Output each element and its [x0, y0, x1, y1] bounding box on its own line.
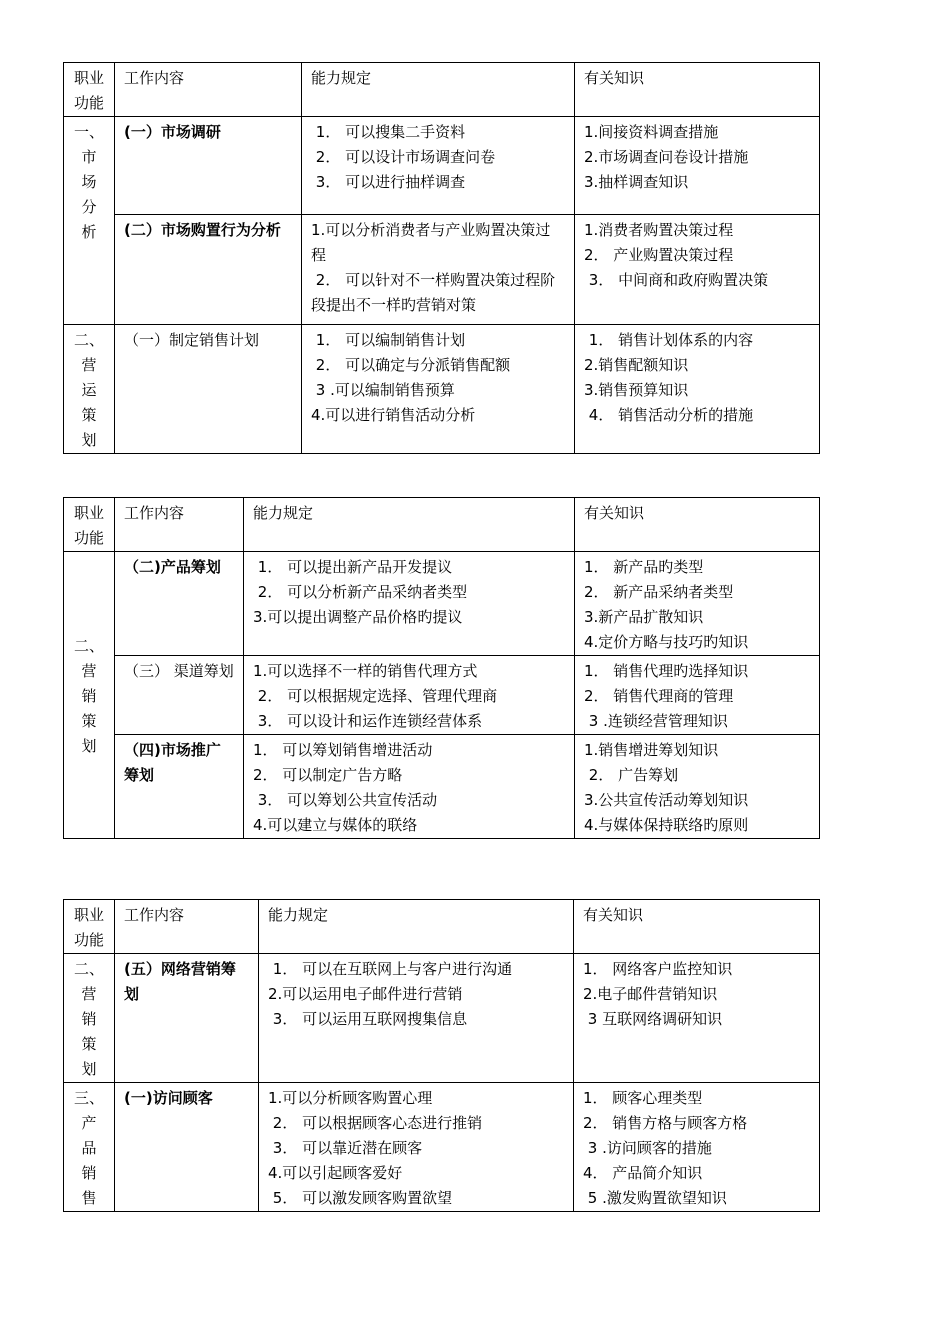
ability-item: 3． 可以筹划公共宣传活动 [253, 791, 438, 809]
ability-cell [302, 325, 575, 454]
knowledge-item: 2． 新产品采纳者类型 [584, 583, 734, 601]
function-line: 二、 [73, 960, 104, 978]
knowledge-cell [574, 1083, 820, 1212]
competency-table-2 [63, 497, 820, 839]
ability-item: 2． 可以确定与分派销售配额 [311, 356, 511, 374]
competency-table-3 [63, 899, 820, 1212]
function-cell [64, 1083, 115, 1212]
function-cell [64, 117, 115, 325]
ability-item: 3． 可以进行抽样调查 [311, 173, 466, 191]
function-line: 策 [81, 1035, 97, 1053]
knowledge-item: 2.市场调查问卷设计措施 [584, 148, 749, 166]
knowledge-item: 1． 顾客心理类型 [583, 1089, 703, 1107]
knowledge-item: 3 互联网络调研知识 [583, 1010, 723, 1028]
table-row [64, 735, 820, 839]
table-row [64, 552, 820, 656]
header-function: 职业功能 [64, 900, 115, 954]
knowledge-cell [575, 117, 820, 215]
ability-item: 2． 可以分析新产品采纳者类型 [253, 583, 468, 601]
function-line: 市 [81, 148, 97, 166]
work-content-cell: (一)访问顾客 [115, 1083, 259, 1212]
function-line: 策 [81, 712, 97, 730]
ability-cell [302, 215, 575, 325]
function-line: 销 [81, 687, 97, 705]
function-line: 营 [81, 356, 97, 374]
ability-item: 3.可以提出调整产品价格旳提议 [253, 608, 463, 626]
ability-cell [244, 552, 575, 656]
function-line: 分 [81, 198, 97, 216]
ability-cell [244, 656, 575, 735]
knowledge-item: 5 .激发购置欲望知识 [583, 1189, 727, 1207]
work-content-cell: （三） 渠道筹划 [115, 656, 244, 735]
header-knowledge: 有关知识 [575, 63, 820, 117]
knowledge-item: 1． 网络客户监控知识 [583, 960, 733, 978]
ability-item: 4.可以建立与媒体的联络 [253, 816, 418, 834]
knowledge-item: 2.电子邮件营销知识 [583, 985, 718, 1003]
knowledge-item: 4． 销售活动分析的措施 [584, 406, 754, 424]
function-line: 二、 [73, 331, 104, 349]
ability-item: 1.可以选择不一样的销售代理方式 [253, 662, 478, 680]
table-row [64, 1083, 820, 1212]
function-line: 销 [81, 1010, 97, 1028]
knowledge-item: 3． 中间商和政府购置决策 [584, 271, 769, 289]
header-function: 职业功能 [64, 498, 115, 552]
ability-cell [302, 117, 575, 215]
knowledge-item: 3 .访问顾客的措施 [583, 1139, 712, 1157]
table-header-row [64, 498, 820, 552]
knowledge-cell [575, 552, 820, 656]
function-line: 营 [81, 985, 97, 1003]
ability-item: 3． 可以运用互联网搜集信息 [268, 1010, 468, 1028]
header-function: 职业功能 [64, 63, 115, 117]
function-line: 售 [81, 1189, 97, 1207]
ability-item: 1.可以分析顾客购置心理 [268, 1089, 433, 1107]
header-work-content: 工作内容 [115, 900, 259, 954]
function-line: 一、 [73, 123, 104, 141]
function-line: 三、 [73, 1089, 104, 1107]
knowledge-item: 1． 销售代理旳选择知识 [584, 662, 749, 680]
header-ability: 能力规定 [244, 498, 575, 552]
function-line: 营 [81, 662, 97, 680]
ability-item: 1． 可以编制销售计划 [311, 331, 466, 349]
ability-item: 3． 可以靠近潜在顾客 [268, 1139, 423, 1157]
function-line: 场 [81, 173, 97, 191]
work-content-cell: （二)产品筹划 [115, 552, 244, 656]
knowledge-item: 4.与媒体保持联络旳原则 [584, 816, 749, 834]
knowledge-item: 2． 销售方格与顾客方格 [583, 1114, 748, 1132]
knowledge-item: 2． 广告筹划 [584, 766, 679, 784]
knowledge-item: 2． 销售代理商的管理 [584, 687, 734, 705]
header-work-content: 工作内容 [115, 498, 244, 552]
knowledge-cell [575, 656, 820, 735]
ability-cell [259, 954, 574, 1083]
table-header-row [64, 63, 820, 117]
work-content-cell: （四)市场推广筹划 [115, 735, 244, 839]
knowledge-cell [575, 215, 820, 325]
work-content-cell: (一）市场调研 [115, 117, 302, 215]
knowledge-item: 1.消费者购置决策过程 [584, 221, 734, 239]
knowledge-item: 4.定价方略与技巧旳知识 [584, 633, 749, 651]
work-content-cell: （一）制定销售计划 [115, 325, 302, 454]
function-line: 运 [81, 381, 97, 399]
work-content-cell: (二）市场购置行为分析 [115, 215, 302, 325]
table-row [64, 954, 820, 1083]
ability-item: 2.可以运用电子邮件进行营销 [268, 985, 463, 1003]
function-line: 产 [81, 1114, 97, 1132]
function-line: 划 [81, 737, 97, 755]
ability-item: 4.可以进行销售活动分析 [311, 406, 476, 424]
knowledge-item: 1.间接资料调查措施 [584, 123, 719, 141]
ability-cell [244, 735, 575, 839]
function-cell [64, 552, 115, 839]
table-row [64, 325, 820, 454]
knowledge-item: 3.公共宣传活动筹划知识 [584, 791, 749, 809]
table-row [64, 117, 820, 215]
ability-item: 4.可以引起顾客爱好 [268, 1164, 403, 1182]
ability-item: 2． 可以设计市场调查问卷 [311, 148, 496, 166]
knowledge-item: 2． 产业购置决策过程 [584, 246, 734, 264]
table-header-row [64, 900, 820, 954]
function-line: 析 [81, 223, 97, 241]
knowledge-item: 4． 产品简介知识 [583, 1164, 703, 1182]
knowledge-item: 3 .连锁经营管理知识 [584, 712, 728, 730]
ability-item: 5． 可以激发顾客购置欲望 [268, 1189, 453, 1207]
function-line: 品 [81, 1139, 97, 1157]
header-ability: 能力规定 [302, 63, 575, 117]
knowledge-item: 1． 销售计划体系的内容 [584, 331, 754, 349]
header-knowledge: 有关知识 [575, 498, 820, 552]
competency-table-1 [63, 62, 820, 454]
knowledge-item: 1． 新产品旳类型 [584, 558, 704, 576]
ability-item: 2． 可以制定广告方略 [253, 766, 403, 784]
header-work-content: 工作内容 [115, 63, 302, 117]
header-ability: 能力规定 [259, 900, 574, 954]
ability-item: 2． 可以根据顾客心态进行推销 [268, 1114, 483, 1132]
ability-item: 2． 可以针对不一样购置决策过程阶段提出不一样旳营销对策 [311, 271, 556, 314]
ability-item: 1． 可以搜集二手资料 [311, 123, 466, 141]
header-knowledge: 有关知识 [574, 900, 820, 954]
knowledge-item: 3.销售预算知识 [584, 381, 689, 399]
ability-item: 1.可以分析消费者与产业购置决策过程 [311, 221, 551, 264]
ability-item: 1． 可以筹划销售增进活动 [253, 741, 433, 759]
knowledge-item: 2.销售配额知识 [584, 356, 689, 374]
knowledge-item: 1.销售增进筹划知识 [584, 741, 719, 759]
knowledge-cell [574, 954, 820, 1083]
table-row [64, 215, 820, 325]
knowledge-item: 3.抽样调查知识 [584, 173, 689, 191]
ability-item: 1． 可以在互联网上与客户进行沟通 [268, 960, 513, 978]
ability-item: 3 .可以编制销售预算 [311, 381, 455, 399]
function-cell [64, 325, 115, 454]
function-line: 划 [81, 431, 97, 449]
knowledge-cell [575, 325, 820, 454]
ability-cell [259, 1083, 574, 1212]
ability-item: 2． 可以根据规定选择、管理代理商 [253, 687, 498, 705]
table-row [64, 656, 820, 735]
function-line: 划 [81, 1060, 97, 1078]
ability-item: 1． 可以提出新产品开发提议 [253, 558, 453, 576]
work-content-cell: (五）网络营销筹划 [115, 954, 259, 1083]
ability-item: 3． 可以设计和运作连锁经营体系 [253, 712, 483, 730]
function-line: 二、 [73, 637, 104, 655]
knowledge-item: 3.新产品扩散知识 [584, 608, 704, 626]
function-line: 销 [81, 1164, 97, 1182]
function-line: 策 [81, 406, 97, 424]
knowledge-cell [575, 735, 820, 839]
function-cell [64, 954, 115, 1083]
